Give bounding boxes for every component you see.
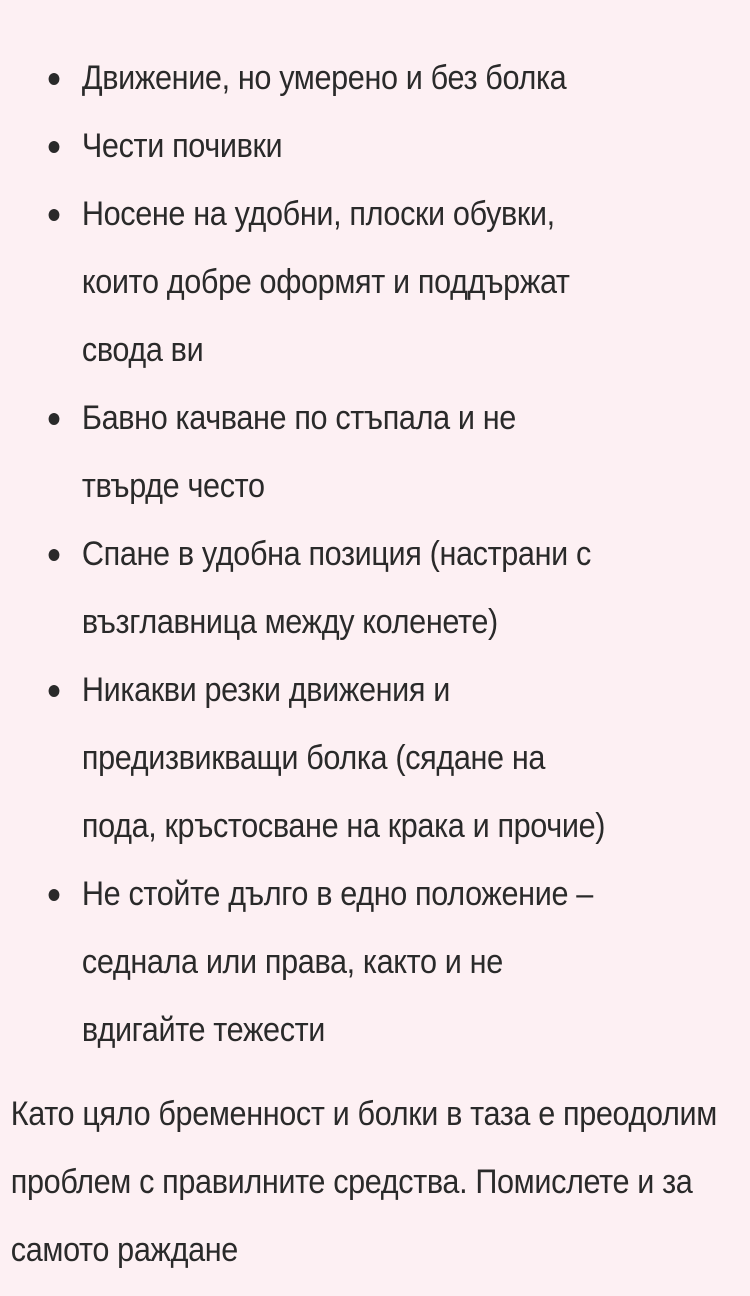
tip-text: Спане в удобна позиция (настрани с възглавница между коленете)	[81, 535, 591, 641]
bullet-icon	[49, 73, 60, 85]
list-item	[0, 180, 630, 384]
tip-text: Носене на удобни, плоски обувки, които добре оформят и поддържат свода ви	[81, 195, 570, 369]
tip-text: Движение, но умерено и без болка	[81, 59, 567, 97]
list-item	[0, 860, 630, 1064]
tip-text: Чести почивки	[81, 127, 283, 165]
list-item	[0, 44, 630, 112]
list-item	[0, 520, 630, 656]
bullet-icon	[49, 889, 60, 901]
tip-text: Никакви резки движения и предизвикващи болка (сядане на пода, кръстосване на крака и прочие)	[81, 671, 606, 845]
list-item	[0, 656, 630, 860]
closing-paragraph: Като цяло бременност и болки в таза е преодолим проблем с правилните средства. Помислете и за самото раждане	[10, 1095, 717, 1269]
bullet-icon	[49, 685, 60, 697]
list-item	[0, 384, 630, 520]
bullet-icon	[49, 141, 60, 153]
tips-list	[0, 44, 750, 1064]
tip-text: Не стойте дълго в едно положение – седнала или права, както и не вдигайте тежести	[81, 875, 593, 1049]
bullet-icon	[49, 413, 60, 425]
bullet-icon	[49, 549, 60, 561]
tip-text: Бавно качване по стъпала и не твърде често	[81, 399, 516, 505]
bullet-icon	[49, 209, 60, 221]
list-item	[0, 112, 630, 180]
